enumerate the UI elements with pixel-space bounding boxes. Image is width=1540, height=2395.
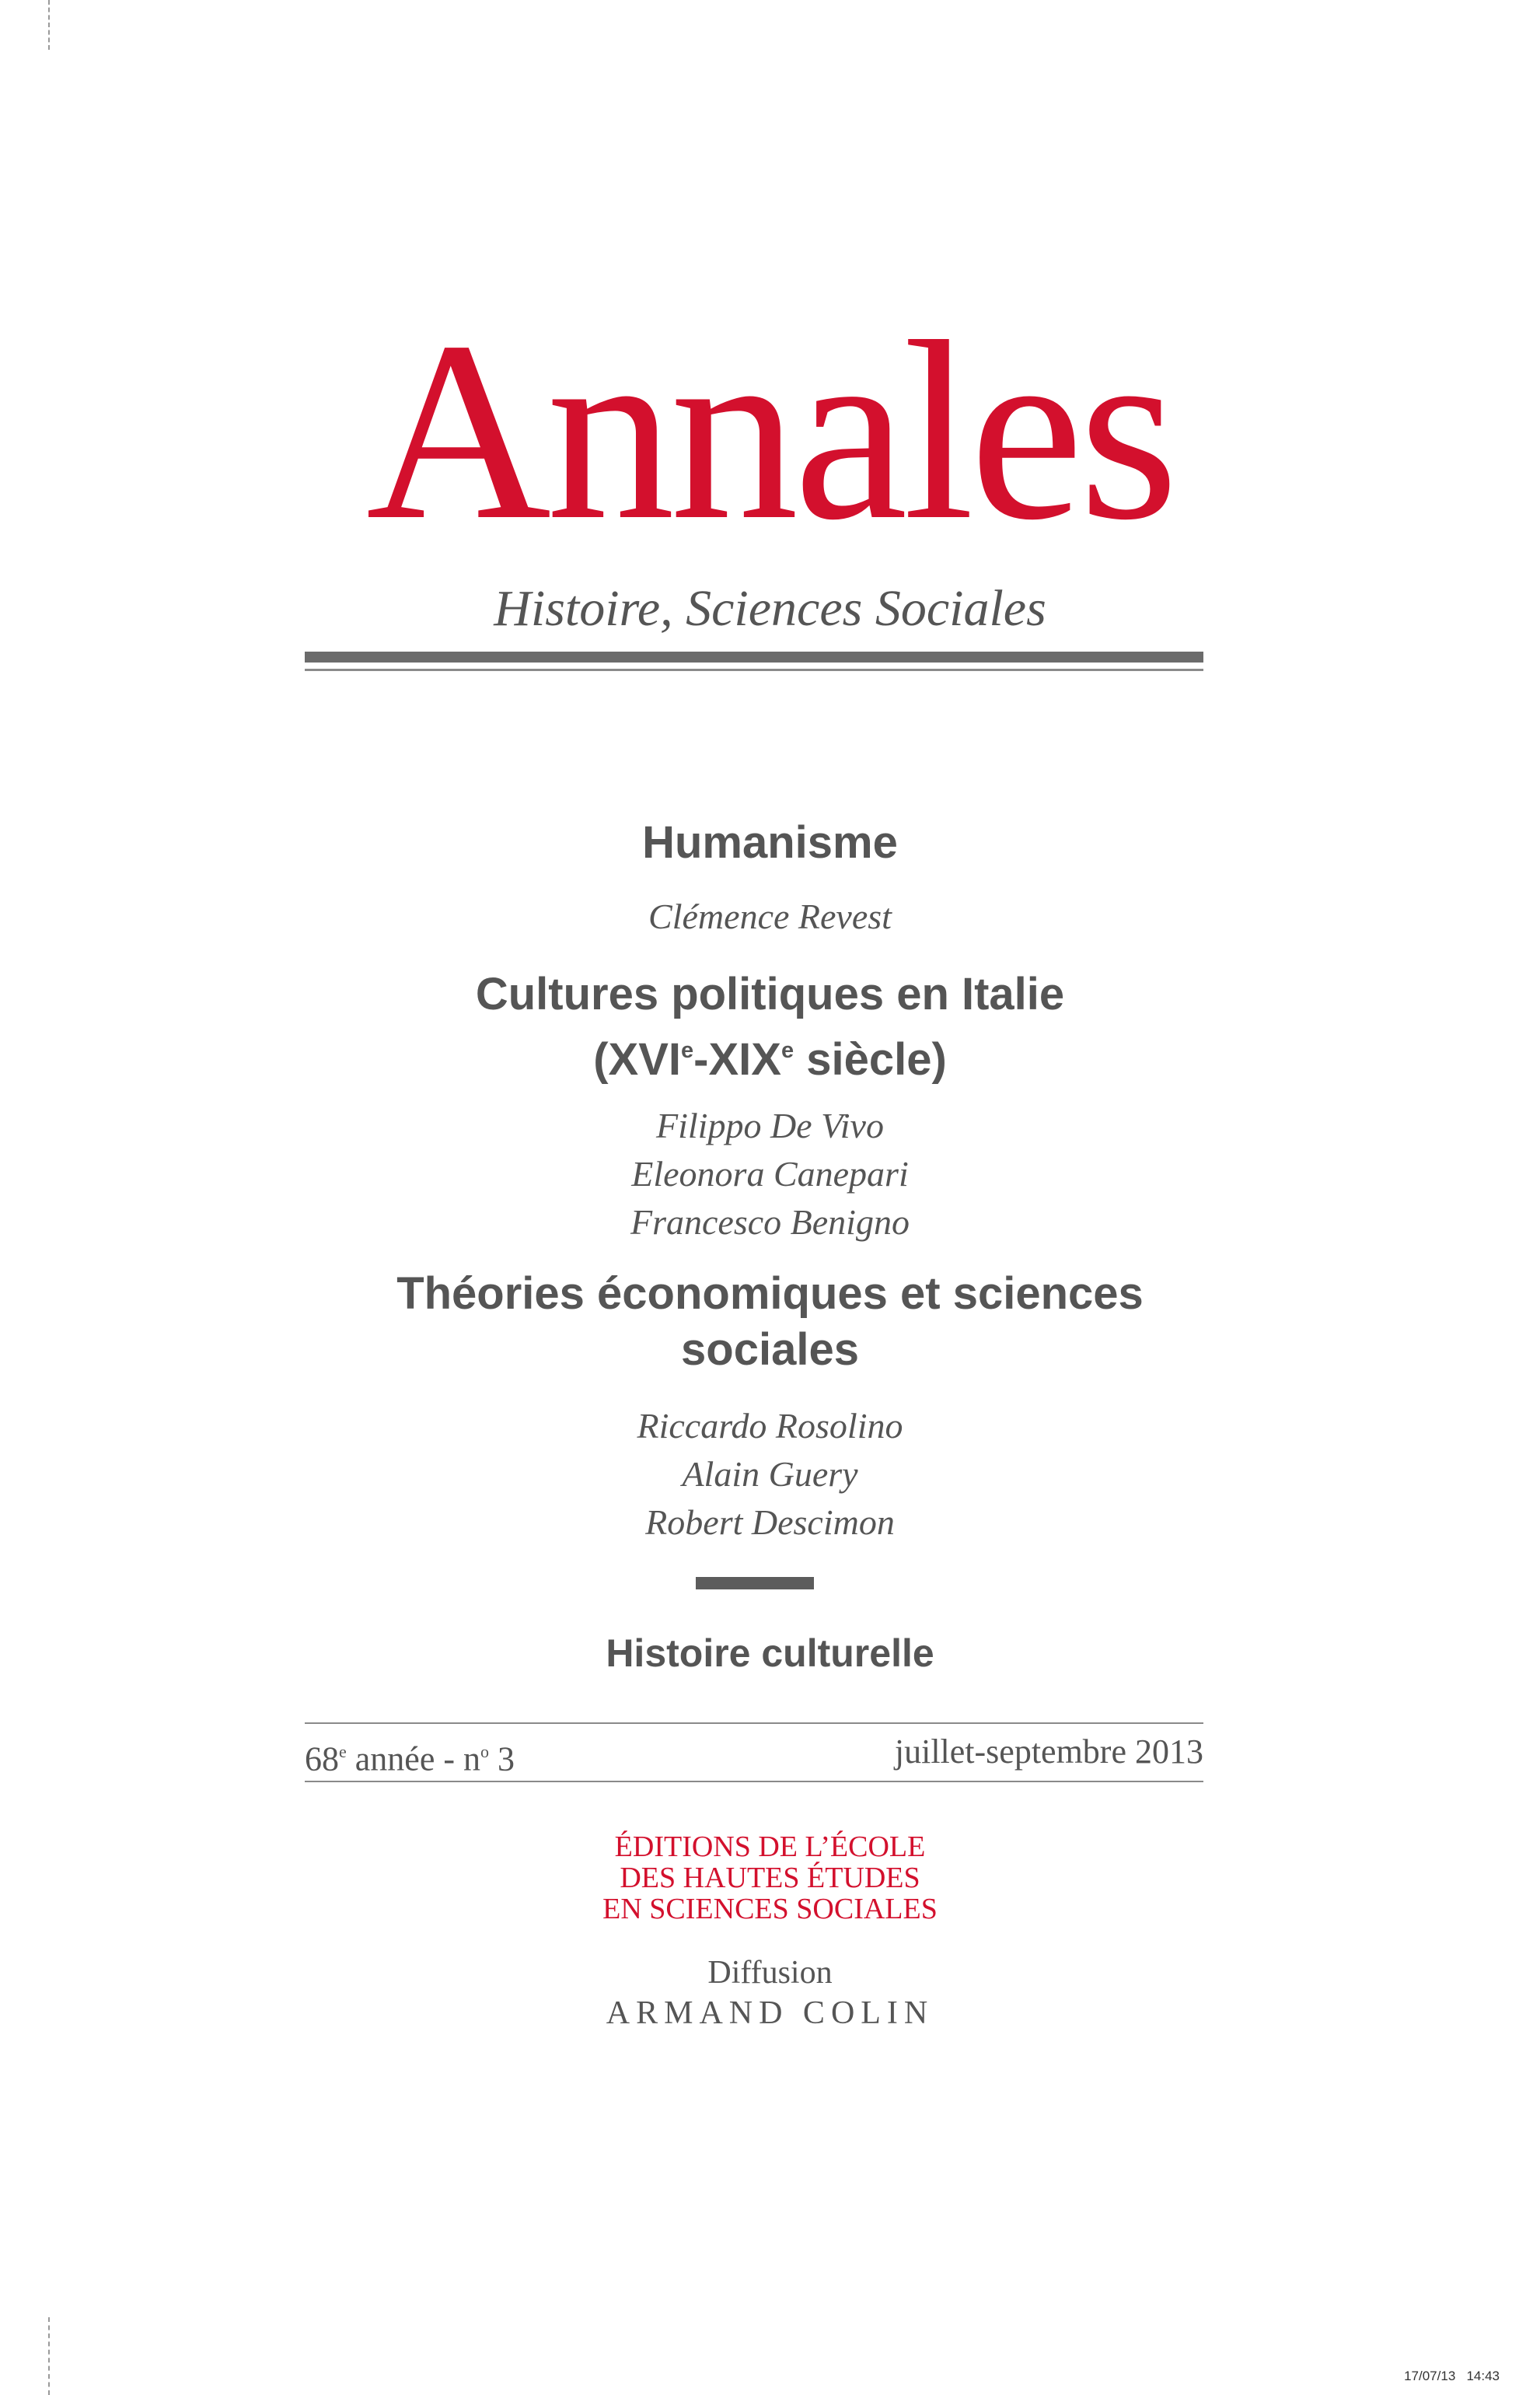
issue-rule-top	[305, 1722, 1203, 1724]
section-author: Clémence Revest	[648, 897, 892, 936]
publisher-line: EN SCIENCES SOCIALES	[602, 1893, 938, 1925]
issue-rule-bottom	[305, 1781, 1203, 1782]
section-divider	[696, 1577, 814, 1589]
section-author: Robert Descimon	[645, 1502, 895, 1542]
title-rule-thin	[305, 669, 1203, 671]
diffusion-label: Diffusion	[707, 1955, 833, 1991]
distributor-name: ARMAND COLIN	[606, 1995, 934, 2031]
rubric-heading: Histoire culturelle	[606, 1631, 934, 1675]
journal-title: Annales	[365, 289, 1175, 573]
crop-mark-bottom	[48, 2317, 50, 2395]
section-heading-theories-economiques	[0, 1266, 1540, 1378]
print-stamp: 17/07/13 14:43	[1404, 2369, 1500, 2383]
publisher-line: DES HAUTES ÉTUDES	[620, 1862, 920, 1894]
issue-number: 68e année - $n^o$ 3	[305, 1739, 515, 1778]
issue-period: juillet-septembre 2013	[894, 1732, 1203, 1771]
section-heading-humanisme: Humanisme	[642, 817, 898, 868]
section-author: Alain Guery	[682, 1454, 858, 1494]
section-heading-cultures-politiques	[0, 967, 1540, 1088]
crop-mark-top	[48, 0, 50, 50]
section-author: Francesco Benigno	[630, 1202, 910, 1242]
section-authors	[0, 1102, 1540, 1246]
heading-line: Cultures politiques en Italie	[475, 969, 1065, 1019]
section-authors	[0, 1402, 1540, 1547]
section-author: Filippo De Vivo	[656, 1106, 884, 1145]
heading-line: Théories économiques et sciences	[396, 1268, 1144, 1319]
publisher-line: ÉDITIONS DE L’ÉCOLE	[614, 1830, 926, 1863]
journal-subtitle: Histoire, Sciences Sociales	[494, 580, 1046, 637]
section-author: Riccardo Rosolino	[637, 1406, 903, 1446]
heading-line: (XVIe-XIXe siècle)	[593, 1033, 947, 1085]
title-rule-thick	[305, 652, 1203, 663]
heading-line: sociales	[681, 1324, 859, 1375]
section-author: Eleonora Canepari	[631, 1154, 909, 1194]
